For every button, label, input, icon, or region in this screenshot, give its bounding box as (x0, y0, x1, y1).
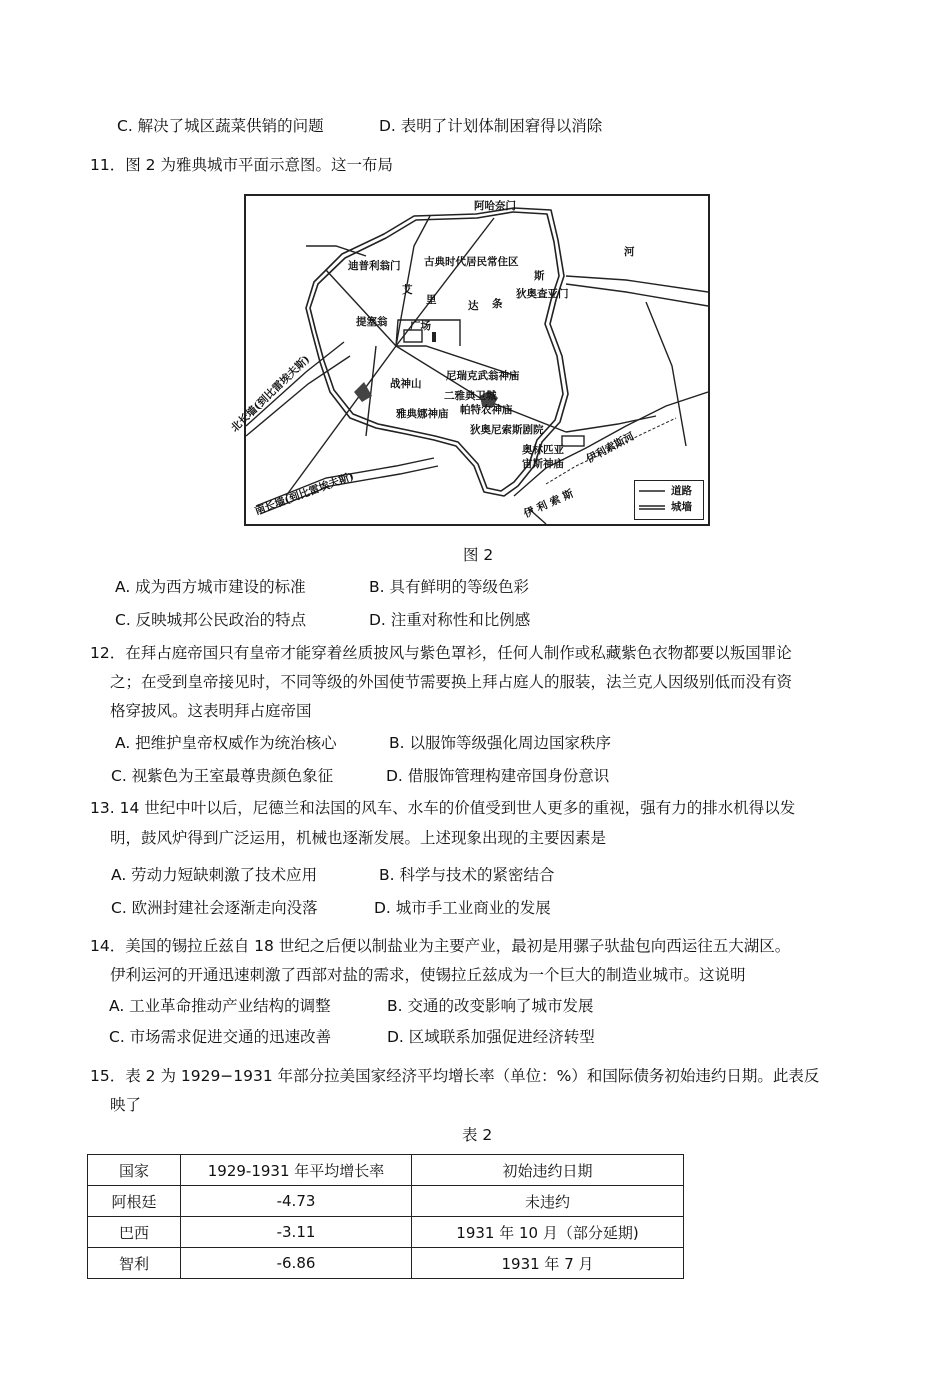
table-header-cell: 初始违约日期 (412, 1155, 684, 1186)
q10-option-c: C. 解决了城区蔬菜供销的问题 (117, 117, 324, 135)
table-header-cell: 1929-1931 年平均增长率 (181, 1155, 412, 1186)
q13-option-d: D. 城市手工业商业的发展 (374, 899, 551, 917)
map-label-erechtheion: 二雅典卫城 (444, 390, 497, 402)
q12-line-3: 格穿披风。这表明拜占庭帝国 (110, 702, 312, 720)
q11-option-c: C. 反映城邦公民政治的特点 (115, 611, 307, 629)
q11-option-a: A. 成为西方城市建设的标准 (115, 578, 306, 596)
map-lines (246, 196, 708, 524)
q15-line-2: 映了 (110, 1096, 142, 1114)
q11-option-d: D. 注重对称性和比例感 (369, 611, 531, 629)
q13-line-1: 13. 14 世纪中叶以后，尼德兰和法国的风车、水车的价值受到世人更多的重视，强有力的排水机得以发 (90, 799, 796, 817)
q12-option-c: C. 视紫色为王室最尊贵颜色象征 (111, 767, 334, 785)
map-label-agora: 广场 (410, 320, 431, 332)
table-header-cell: 国家 (88, 1155, 181, 1186)
map-label-parthenon: 帕特农神庙 (460, 404, 513, 416)
map-label-classical-residential: 古典时代居民常住区 (424, 256, 519, 268)
map-label-ilissos: 伊利索斯河 (584, 430, 637, 466)
debt-table (87, 1154, 684, 1279)
figure-caption: 图 2 (463, 546, 494, 564)
table-cell: 未违约 (412, 1186, 684, 1217)
map-label-south-wall: 南长墙(到比雷埃夫斯) (253, 470, 356, 518)
q14-option-b: B. 交通的改变影响了城市发展 (387, 997, 594, 1015)
map-label-olympieion: 奥林匹亚 (522, 444, 564, 456)
map-label-diochares-gate: 狄奥查亚门 (516, 288, 569, 300)
map-label-ai: 艾 (402, 284, 413, 296)
map-label-tiao: 条 (492, 298, 503, 310)
q14-option-a: A. 工业革命推动产业结构的调整 (109, 997, 331, 1015)
table-header-row (88, 1155, 684, 1186)
table-cell: -6.86 (181, 1248, 412, 1279)
q14-line-1: 14．美国的锡拉丘兹自 18 世纪之后便以制盐业为主要产业，最初是用骡子驮盐包向西运往五大湖区。 (90, 937, 791, 955)
table-caption: 表 2 (462, 1126, 493, 1144)
q14-option-d: D. 区域联系加强促进经济转型 (387, 1028, 595, 1046)
map-label-dionysus-theatre: 狄奥尼索斯剧院 (470, 424, 544, 436)
table-cell: -3.11 (181, 1217, 412, 1248)
table-row (88, 1186, 684, 1217)
map-label-athena-temple: 雅典娜神庙 (396, 408, 449, 420)
q15-line-1: 15．表 2 为 1929−1931 年部分拉美国家经济平均增长率（单位：%）和国际债务初始违约日期。此表反 (90, 1067, 820, 1085)
table-cell: 1931 年 7 月 (412, 1248, 684, 1279)
legend-symbols (635, 481, 703, 519)
legend-road: 道路 (671, 485, 692, 497)
map-label-acharnai-gate: 阿哈奈门 (474, 200, 516, 212)
athens-city-map (228, 194, 710, 526)
map-label-areopagus: 战神山 (390, 378, 422, 390)
q11-option-b: B. 具有鲜明的等级色彩 (369, 578, 529, 596)
table-cell: 1931 年 10 月（部分延期) (412, 1217, 684, 1248)
map-label-theseion: 提塞翁 (356, 316, 388, 328)
table-cell: 巴西 (88, 1217, 181, 1248)
q14-option-c: C. 市场需求促进交通的迅速改善 (109, 1028, 332, 1046)
legend-wall: 城墙 (671, 501, 692, 513)
table-cell: -4.73 (181, 1186, 412, 1217)
table-row (88, 1248, 684, 1279)
q13-option-b: B. 科学与技术的紧密结合 (379, 866, 555, 884)
map-label-li: 里 (426, 294, 437, 306)
map-label-olympieion2: 宙斯神庙 (522, 458, 564, 470)
q12-line-1: 12．在拜占庭帝国只有皇帝才能穿着丝质披风与紫色罩衫，任何人制作或私藏紫色衣物都要以叛国罪论 (90, 644, 792, 662)
map-label-dipylon-gate: 迪普利翁门 (348, 260, 401, 272)
q10-option-d: D. 表明了计划体制困窘得以消除 (379, 117, 603, 135)
q14-line-2: 伊利运河的开通迅速刺激了西部对盐的需求，使锡拉丘兹成为一个巨大的制造业城市。这说明 (110, 966, 746, 984)
q13-option-a: A. 劳动力短缺刺激了技术应用 (111, 866, 318, 884)
table-cell: 智利 (88, 1248, 181, 1279)
map-label-da: 达 (468, 300, 479, 312)
table-cell: 阿根廷 (88, 1186, 181, 1217)
q13-line-2: 明，鼓风炉得到广泛运用，机械也逐渐发展。上述现象出现的主要因素是 (110, 829, 607, 847)
q13-option-c: C. 欧洲封建社会逐渐走向没落 (111, 899, 318, 917)
q12-option-d: D. 借服饰管理构建帝国身份意识 (386, 767, 610, 785)
table-row (88, 1217, 684, 1248)
q12-line-2: 之；在受到皇帝接见时，不同等级的外国使节需要换上拜占庭人的服装，法兰克人因级别低而没有资 (110, 673, 793, 691)
map-label-river-top: 河 (624, 246, 635, 258)
q12-option-b: B. 以服饰等级强化周边国家秩序 (389, 734, 611, 752)
q12-option-a: A. 把维护皇帝权威作为统治核心 (115, 734, 337, 752)
map-label-north-wall: 北长墙(到比雷埃夫斯) (228, 353, 313, 435)
map-label-nike-temple: 尼瑞克武翁神庙 (446, 370, 520, 382)
map-legend (634, 480, 704, 520)
map-label-eridanos: 斯 (534, 270, 545, 282)
map-label-li-bottom: 伊 利 索 斯 (522, 487, 576, 521)
q11-stem: 11．图 2 为雅典城市平面示意图。这一布局 (90, 156, 393, 174)
